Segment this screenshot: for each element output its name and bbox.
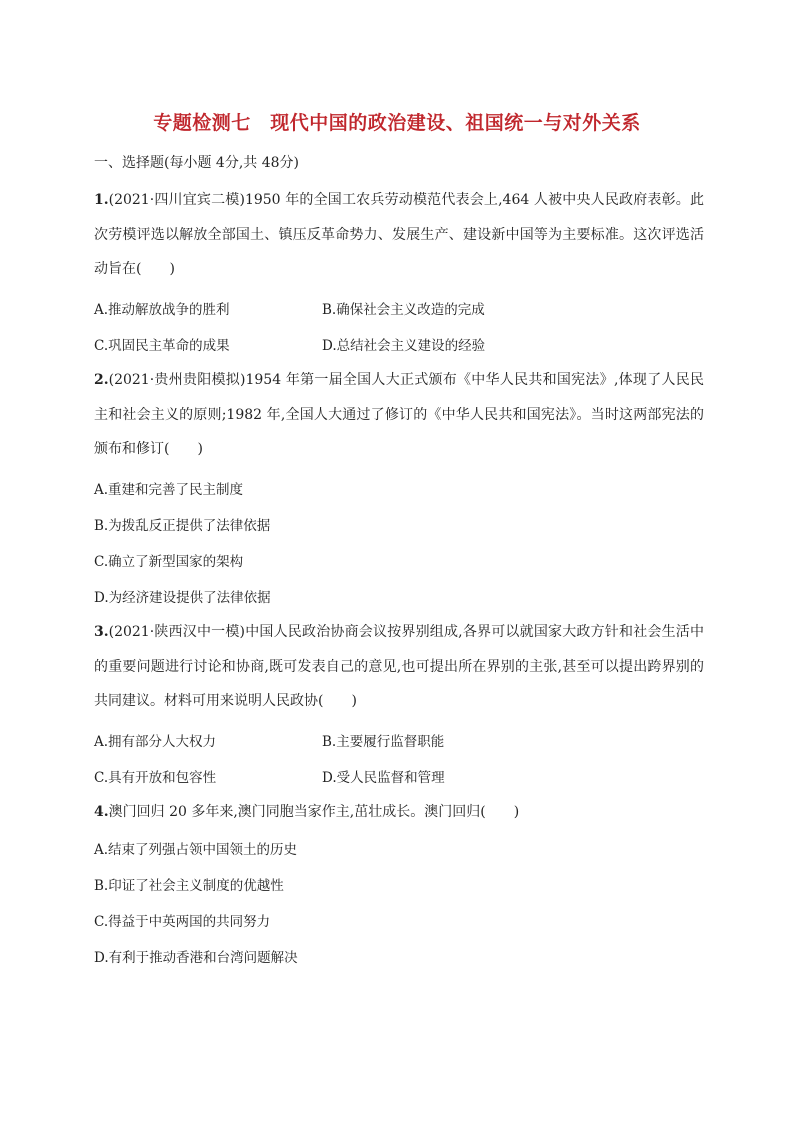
question-number: 3. bbox=[94, 624, 109, 640]
question-4-stem bbox=[94, 795, 704, 830]
question-2-option-b: B.为拨乱反正提供了法律依据 bbox=[94, 518, 271, 534]
question-number: 4. bbox=[94, 804, 109, 820]
question-1-option-d: D.总结社会主义建设的经验 bbox=[322, 338, 486, 354]
question-4-option-c: C.得益于中英两国的共同努力 bbox=[94, 914, 271, 930]
question-text: 澳门回归 20 多年来,澳门同胞当家作主,茁壮成长。澳门回归( ) bbox=[108, 804, 520, 820]
question-2-option-a: A.重建和完善了民主制度 bbox=[94, 482, 244, 498]
question-2-stem bbox=[94, 363, 704, 467]
question-3-option-d: D.受人民监督和管理 bbox=[322, 770, 445, 786]
question-4-option-b: B.印证了社会主义制度的优越性 bbox=[94, 878, 284, 894]
question-number: 2. bbox=[94, 372, 109, 388]
question-4-option-a: A.结束了列强占领中国领土的历史 bbox=[94, 842, 298, 858]
section-heading: 一、选择题(每小题 4分,共 48分) bbox=[94, 155, 299, 171]
question-1-option-b: B.确保社会主义改造的完成 bbox=[322, 302, 485, 318]
question-text: (2021·四川宜宾二模)1950 年的全国工农兵劳动模范代表会上,464 人被中央人民政府表彰。此次劳模评选以解放全部国土、镇压反革命势力、发展生产、建设新中国等为主要标准。这次评选活动旨在( ) bbox=[94, 192, 704, 277]
question-2-option-d: D.为经济建设提供了法律依据 bbox=[94, 590, 271, 606]
document-title: 专题检测七 现代中国的政治建设、祖国统一与对外关系 bbox=[153, 112, 641, 134]
question-2-option-c: C.确立了新型国家的架构 bbox=[94, 554, 244, 570]
question-3-option-b: B.主要履行监督职能 bbox=[322, 734, 445, 750]
question-text: (2021·贵州贵阳模拟)1954 年第一届全国人大正式颁布《中华人民共和国宪法》,体现了人民民主和社会主义的原则;1982 年,全国人大通过了修订的《中华人民共和国宪法》。当时这两部宪法的颁布和修订( ) bbox=[94, 372, 704, 457]
question-number: 1. bbox=[94, 192, 109, 208]
question-1-option-c: C.巩固民主革命的成果 bbox=[94, 338, 230, 354]
question-3-stem bbox=[94, 615, 704, 719]
question-text: (2021·陕西汉中一模)中国人民政治协商会议按界别组成,各界可以就国家大政方针和社会生活中的重要问题进行讨论和协商,既可发表自己的意见,也可提出所在界别的主张,甚至可以提出跨界别的共同建议。材料可用来说明人民政协( ) bbox=[94, 624, 704, 709]
question-1-stem bbox=[94, 183, 704, 287]
question-3-option-a: A.拥有部分人大权力 bbox=[94, 734, 217, 750]
question-1-option-a: A.推动解放战争的胜利 bbox=[94, 302, 230, 318]
question-3-option-c: C.具有开放和包容性 bbox=[94, 770, 217, 786]
question-4-option-d: D.有利于推动香港和台湾问题解决 bbox=[94, 950, 298, 966]
